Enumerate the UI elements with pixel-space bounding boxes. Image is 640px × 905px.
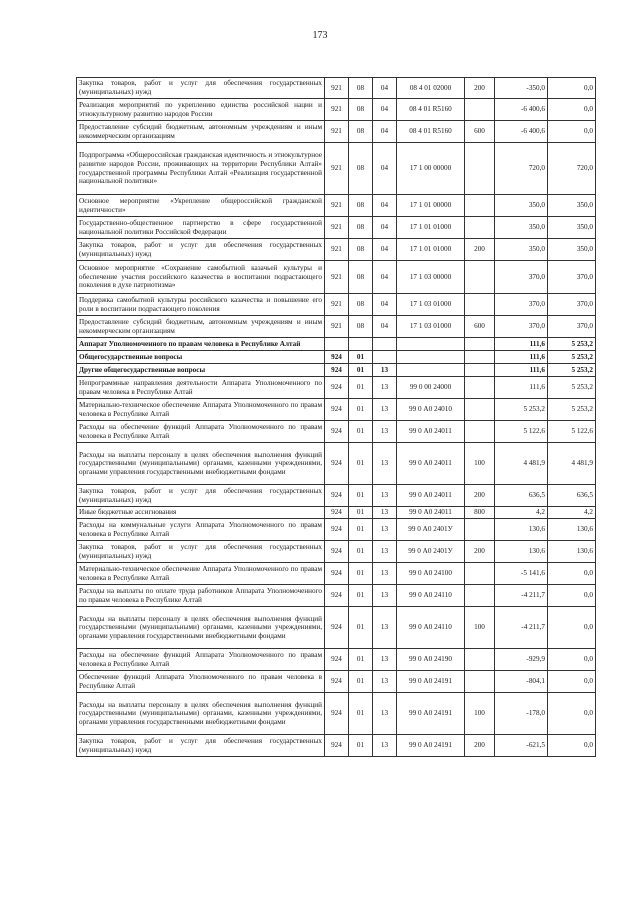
section-cell: 01 [349,563,373,585]
target-article-cell: 99 0 А0 24100 [397,563,465,585]
expense-name-cell: Расходы на обеспечение функций Аппарата Уполномоченного по правам человека в Республике Алтай [77,421,325,443]
table-row [77,316,596,338]
expense-type-cell [465,217,495,239]
expense-type-cell [465,338,495,351]
ministry-code-cell: 924 [325,585,349,607]
expense-name-cell: Непрограммные направления деятельности Аппарата Уполномоченного по правам человека в Республике Алтай [77,377,325,399]
target-article-cell: 08 4 01 02000 [397,78,465,99]
subsection-cell: 13 [373,585,397,607]
target-article-cell [397,338,465,351]
table-row [77,261,596,294]
subsection-cell: 13 [373,377,397,399]
ministry-code-cell: 921 [325,239,349,261]
ministry-code-cell: 921 [325,261,349,294]
amount-change-cell: -4 211,7 [495,585,548,607]
table-row [77,585,596,607]
table-row [77,364,596,377]
section-cell: 08 [349,294,373,316]
amount-change-cell: 4 481,9 [495,443,548,485]
expense-type-cell [465,671,495,693]
subsection-cell: 04 [373,99,397,121]
subsection-cell: 13 [373,443,397,485]
table-row [77,485,596,507]
section-cell [349,338,373,351]
target-article-cell: 99 0 А0 24191 [397,735,465,757]
expense-name-cell: Государственно-общественное партнерство в сфере государственной национальной политики Российской Федерации [77,217,325,239]
section-cell: 08 [349,99,373,121]
subsection-cell: 13 [373,421,397,443]
subsection-cell: 13 [373,607,397,649]
target-article-cell: 99 0 А0 24110 [397,585,465,607]
expense-type-cell [465,585,495,607]
section-cell: 01 [349,485,373,507]
target-article-cell: 99 0 00 24000 [397,377,465,399]
amount-change-cell: -4 211,7 [495,607,548,649]
ministry-code-cell: 924 [325,541,349,563]
table-row [77,78,596,99]
amount-total-cell: 4,2 [548,507,596,519]
subsection-cell: 13 [373,399,397,421]
target-article-cell: 17 1 01 01000 [397,217,465,239]
expense-name-cell: Расходы на выплаты по оплате труда работников Аппарата Уполномоченного по правам человека в Республике Алтай [77,585,325,607]
target-article-cell: 17 1 03 01000 [397,316,465,338]
expense-type-cell [465,351,495,364]
ministry-code-cell: 924 [325,351,349,364]
amount-change-cell: 5 253,2 [495,399,548,421]
amount-change-cell: 111,6 [495,351,548,364]
amount-total-cell: 0,0 [548,671,596,693]
expense-type-cell [465,99,495,121]
ministry-code-cell: 924 [325,671,349,693]
table-row [77,377,596,399]
table-row [77,294,596,316]
section-cell: 01 [349,364,373,377]
section-cell: 01 [349,377,373,399]
section-cell: 01 [349,443,373,485]
amount-change-cell: 4,2 [495,507,548,519]
expense-name-cell: Расходы на обеспечение функций Аппарата Уполномоченного по правам человека в Республике Алтай [77,649,325,671]
expense-name-cell: Расходы на коммунальные услуги Аппарата Уполномоченного по правам человека в Республике Алтай [77,519,325,541]
ministry-code-cell [325,338,349,351]
target-article-cell: 17 1 01 00000 [397,195,465,217]
table-row [77,443,596,485]
ministry-code-cell: 924 [325,399,349,421]
ministry-code-cell: 924 [325,563,349,585]
expense-name-cell: Закупка товаров, работ и услуг для обеспечения государственных (муниципальных) нужд [77,485,325,507]
target-article-cell: 99 0 А0 24190 [397,649,465,671]
amount-total-cell: 0,0 [548,99,596,121]
subsection-cell: 04 [373,239,397,261]
ministry-code-cell: 921 [325,294,349,316]
target-article-cell: 99 0 А0 24191 [397,671,465,693]
target-article-cell: 17 1 03 00000 [397,261,465,294]
expense-type-cell: 200 [465,735,495,757]
expense-name-cell: Расходы на выплаты персоналу в целях обеспечения выполнения функций государственными (муниципальными) органами, казенными учреждениями, органами управления государственными внебюджетными фондами [77,693,325,735]
expense-type-cell: 100 [465,693,495,735]
ministry-code-cell: 921 [325,195,349,217]
amount-change-cell: 350,0 [495,195,548,217]
table-row [77,351,596,364]
expense-type-cell [465,649,495,671]
amount-total-cell: 0,0 [548,121,596,143]
target-article-cell: 99 0 А0 24110 [397,607,465,649]
subsection-cell: 13 [373,519,397,541]
amount-total-cell: 350,0 [548,239,596,261]
ministry-code-cell: 924 [325,364,349,377]
subsection-cell: 04 [373,217,397,239]
expense-name-cell: Поддержка самобытной культуры российского казачества и повышение его роли в воспитании подрастающего поколения [77,294,325,316]
amount-total-cell: 5 253,2 [548,364,596,377]
amount-total-cell: 5 253,2 [548,351,596,364]
expense-name-cell: Закупка товаров, работ и услуг для обеспечения государственных (муниципальных) нужд [77,239,325,261]
expense-name-cell: Основное мероприятие «Сохранение самобытной казачьей культуры и обеспечение участия российского казачества в воспитании подрастающего поколения в духе патриотизма» [77,261,325,294]
expense-type-cell: 800 [465,507,495,519]
expense-type-cell [465,364,495,377]
amount-total-cell: 350,0 [548,217,596,239]
expense-type-cell: 100 [465,443,495,485]
expense-type-cell: 200 [465,239,495,261]
expense-name-cell: Основное мероприятие «Укрепление общероссийской гражданской идентичности» [77,195,325,217]
table-row [77,507,596,519]
amount-change-cell: -6 400,6 [495,99,548,121]
table-row [77,563,596,585]
amount-total-cell: 4 481,9 [548,443,596,485]
amount-total-cell: 370,0 [548,316,596,338]
amount-change-cell: 720,0 [495,143,548,195]
amount-change-cell: -929,9 [495,649,548,671]
target-article-cell [397,364,465,377]
section-cell: 08 [349,143,373,195]
table-row [77,541,596,563]
target-article-cell: 99 0 А0 24011 [397,507,465,519]
ministry-code-cell: 924 [325,485,349,507]
amount-change-cell: -804,1 [495,671,548,693]
amount-total-cell: 5 253,2 [548,399,596,421]
expense-name-cell: Расходы на выплаты персоналу в целях обеспечения выполнения функций государственными (муниципальными) органами, казенными учреждениями, органами управления государственными внебюджетными фондами [77,607,325,649]
expense-type-cell: 200 [465,78,495,99]
amount-change-cell: 111,6 [495,377,548,399]
ministry-code-cell: 924 [325,507,349,519]
amount-total-cell: 130,6 [548,519,596,541]
expense-name-cell: Предоставление субсидий бюджетным, автономным учреждениям и иным некоммерческим организациям [77,121,325,143]
ministry-code-cell: 924 [325,443,349,485]
target-article-cell: 08 4 01 R5160 [397,99,465,121]
amount-change-cell: 350,0 [495,239,548,261]
expense-type-cell: 200 [465,541,495,563]
expense-name-cell: Иные бюджетные ассигнования [77,507,325,519]
amount-change-cell: 111,6 [495,364,548,377]
amount-total-cell: 720,0 [548,143,596,195]
amount-total-cell: 0,0 [548,585,596,607]
amount-total-cell: 0,0 [548,607,596,649]
amount-total-cell: 0,0 [548,693,596,735]
ministry-code-cell: 921 [325,217,349,239]
target-article-cell: 99 0 А0 24011 [397,421,465,443]
section-cell: 08 [349,121,373,143]
amount-change-cell: -621,5 [495,735,548,757]
expense-type-cell [465,294,495,316]
section-cell: 08 [349,261,373,294]
target-article-cell: 99 0 А0 24011 [397,485,465,507]
expense-type-cell [465,399,495,421]
section-cell: 08 [349,217,373,239]
expense-name-cell: Материально-техническое обеспечение Аппарата Уполномоченного по правам человека в Республике Алтай [77,399,325,421]
expense-type-cell: 100 [465,607,495,649]
expense-name-cell: Другие общегосударственные вопросы [77,364,325,377]
table-row [77,519,596,541]
amount-change-cell: 130,6 [495,519,548,541]
table-row [77,338,596,351]
subsection-cell: 13 [373,485,397,507]
ministry-code-cell: 921 [325,78,349,99]
subsection-cell: 13 [373,541,397,563]
amount-change-cell: 370,0 [495,261,548,294]
expense-type-cell: 600 [465,121,495,143]
expense-name-cell: Расходы на выплаты персоналу в целях обеспечения выполнения функций государственными (муниципальными) органами, казенными учреждениями, органами управления государственными внебюджетными фондами [77,443,325,485]
expense-name-cell: Закупка товаров, работ и услуг для обеспечения государственных (муниципальных) нужд [77,735,325,757]
target-article-cell: 99 0 А0 2401У [397,541,465,563]
expense-type-cell: 600 [465,316,495,338]
amount-change-cell: -5 141,6 [495,563,548,585]
table-row [77,671,596,693]
ministry-code-cell: 924 [325,519,349,541]
subsection-cell: 04 [373,78,397,99]
section-cell: 01 [349,735,373,757]
amount-total-cell: 350,0 [548,195,596,217]
expense-type-cell [465,143,495,195]
section-cell: 01 [349,399,373,421]
expense-type-cell [465,195,495,217]
table-row [77,121,596,143]
section-cell: 08 [349,316,373,338]
budget-table [76,77,596,757]
table-row [77,421,596,443]
ministry-code-cell: 921 [325,121,349,143]
expense-name-cell: Закупка товаров, работ и услуг для обеспечения государственных (муниципальных) нужд [77,78,325,99]
subsection-cell: 13 [373,563,397,585]
section-cell: 01 [349,607,373,649]
section-cell: 01 [349,519,373,541]
amount-total-cell: 130,6 [548,541,596,563]
ministry-code-cell: 921 [325,316,349,338]
page-number: 173 [312,30,328,41]
expense-name-cell: Общегосударственные вопросы [77,351,325,364]
expense-name-cell: Материально-техническое обеспечение Аппарата Уполномоченного по правам человека в Республике Алтай [77,563,325,585]
ministry-code-cell: 924 [325,607,349,649]
table-row [77,239,596,261]
subsection-cell: 13 [373,364,397,377]
ministry-code-cell: 921 [325,143,349,195]
amount-change-cell: 350,0 [495,217,548,239]
expense-name-cell: Закупка товаров, работ и услуг для обеспечения государственных (муниципальных) нужд [77,541,325,563]
table-row [77,649,596,671]
ministry-code-cell: 924 [325,377,349,399]
target-article-cell: 99 0 А0 24010 [397,399,465,421]
table-row [77,143,596,195]
expense-name-cell: Обеспечение функций Аппарата Уполномоченного по правам человека в Республике Алтай [77,671,325,693]
expense-type-cell [465,377,495,399]
ministry-code-cell: 924 [325,649,349,671]
ministry-code-cell: 921 [325,99,349,121]
amount-total-cell: 636,5 [548,485,596,507]
target-article-cell: 08 4 01 R5160 [397,121,465,143]
expense-name-cell: Аппарат Уполномоченного по правам человека в Республике Алтай [77,338,325,351]
section-cell: 01 [349,671,373,693]
subsection-cell: 04 [373,294,397,316]
expense-type-cell [465,519,495,541]
ministry-code-cell: 924 [325,421,349,443]
table-row [77,607,596,649]
table-row [77,735,596,757]
subsection-cell: 13 [373,735,397,757]
target-article-cell: 17 1 00 00000 [397,143,465,195]
target-article-cell: 99 0 А0 24011 [397,443,465,485]
amount-change-cell: 370,0 [495,316,548,338]
table-row [77,399,596,421]
subsection-cell: 13 [373,693,397,735]
amount-change-cell: 5 122,6 [495,421,548,443]
amount-total-cell: 0,0 [548,78,596,99]
amount-total-cell: 5 253,2 [548,377,596,399]
amount-total-cell: 370,0 [548,294,596,316]
section-cell: 08 [349,239,373,261]
table-row [77,195,596,217]
target-article-cell: 17 1 03 01000 [397,294,465,316]
amount-change-cell: 370,0 [495,294,548,316]
section-cell: 01 [349,585,373,607]
subsection-cell [373,338,397,351]
section-cell: 08 [349,78,373,99]
subsection-cell: 04 [373,195,397,217]
target-article-cell: 17 1 01 01000 [397,239,465,261]
target-article-cell [397,351,465,364]
subsection-cell: 13 [373,671,397,693]
amount-change-cell: 111,6 [495,338,548,351]
expense-name-cell: Реализация мероприятий по укреплению единства российской нации и этнокультурному развитию народов России [77,99,325,121]
subsection-cell: 04 [373,143,397,195]
ministry-code-cell: 924 [325,693,349,735]
ministry-code-cell: 924 [325,735,349,757]
subsection-cell [373,351,397,364]
section-cell: 01 [349,421,373,443]
amount-change-cell: -178,0 [495,693,548,735]
section-cell: 08 [349,195,373,217]
expense-type-cell [465,421,495,443]
amount-change-cell: -350,0 [495,78,548,99]
subsection-cell: 04 [373,261,397,294]
target-article-cell: 99 0 А0 24191 [397,693,465,735]
section-cell: 01 [349,649,373,671]
section-cell: 01 [349,507,373,519]
amount-total-cell: 0,0 [548,563,596,585]
expense-type-cell: 200 [465,485,495,507]
target-article-cell: 99 0 А0 2401У [397,519,465,541]
amount-change-cell: 130,6 [495,541,548,563]
expense-name-cell: Подпрограмма «Общероссийская гражданская идентичность и этнокультурное развитие народов России, проживающих на территории Республики Алтай» государственной программы Республики Алтай «Реализация государственной национальной политики» [77,143,325,195]
table-row [77,693,596,735]
amount-total-cell: 0,0 [548,649,596,671]
subsection-cell: 04 [373,121,397,143]
section-cell: 01 [349,351,373,364]
amount-total-cell: 5 122,6 [548,421,596,443]
table-row [77,99,596,121]
subsection-cell: 13 [373,649,397,671]
expense-type-cell [465,563,495,585]
section-cell: 01 [349,693,373,735]
amount-change-cell: -6 400,6 [495,121,548,143]
table-row [77,217,596,239]
subsection-cell: 13 [373,507,397,519]
expense-type-cell [465,261,495,294]
expense-name-cell: Предоставление субсидий бюджетным, автономным учреждениям и иным некоммерческим организациям [77,316,325,338]
amount-total-cell: 0,0 [548,735,596,757]
subsection-cell: 04 [373,316,397,338]
amount-total-cell: 5 253,2 [548,338,596,351]
amount-total-cell: 370,0 [548,261,596,294]
amount-change-cell: 636,5 [495,485,548,507]
section-cell: 01 [349,541,373,563]
